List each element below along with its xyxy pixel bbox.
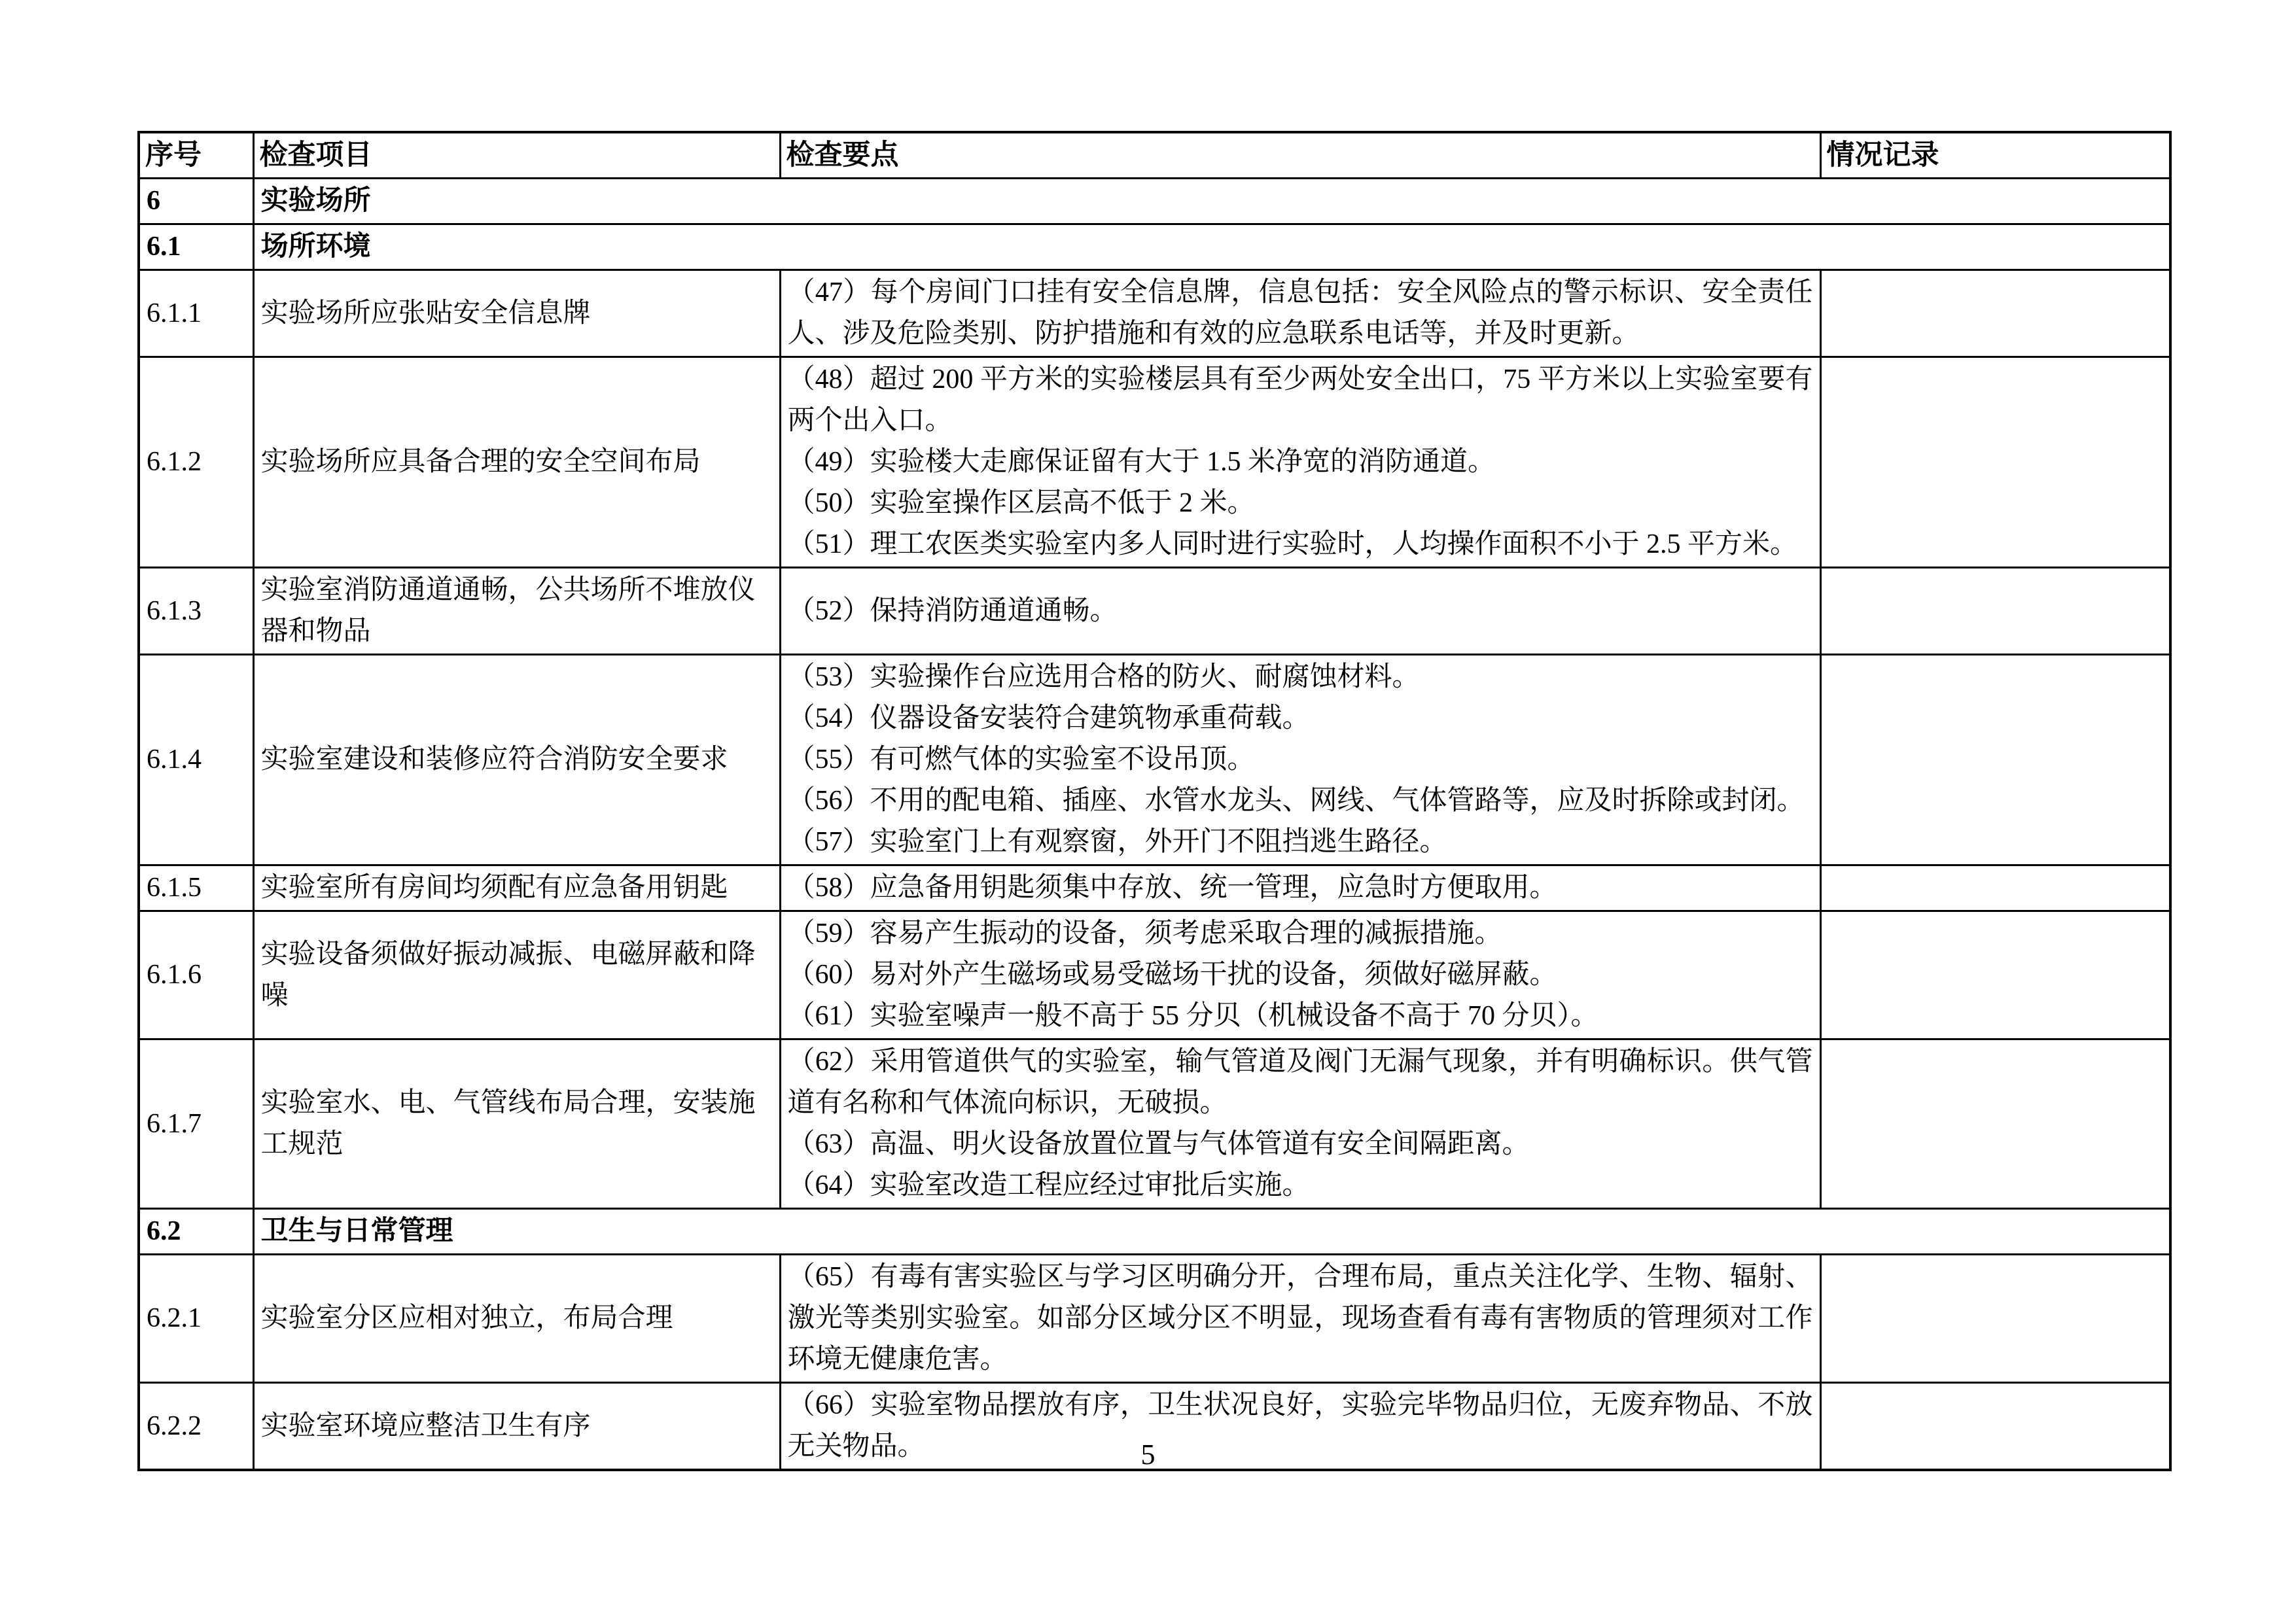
- situation-record-cell: [1820, 1039, 2170, 1209]
- inspection-point: （65）有毒有害实验区与学习区明确分开，合理布局，重点关注化学、生物、辐射、激光等类别实验室。如部分区域分区不明显，现场查看有毒有害物质的管理须对工作环境无健康危害。: [787, 1262, 1813, 1374]
- inspection-item: 实验场所应张贴安全信息牌: [253, 270, 780, 357]
- inspection-checklist-table: [137, 131, 2172, 1471]
- inspection-point: （53）实验操作台应选用合格的防火、耐腐蚀材料。: [787, 662, 1420, 692]
- situation-record-cell: [1820, 865, 2170, 911]
- inspection-point: （58）应急备用钥匙须集中存放、统一管理，应急时方便取用。: [787, 873, 1557, 903]
- inspection-point: （66）实验室物品摆放有序，卫生状况良好，实验完毕物品归位，无废弃物品、不放无关物品。: [787, 1390, 1813, 1461]
- section-row-6.1: [139, 224, 2170, 270]
- inspection-item: 实验室环境应整洁卫生有序: [253, 1383, 780, 1471]
- row-number: 6.1.6: [139, 911, 253, 1039]
- inspection-point: （63）高温、明火设备放置位置与气体管道有安全间隔距离。: [787, 1129, 1530, 1159]
- row-number: 6.1.1: [139, 270, 253, 357]
- inspection-item: 实验室所有房间均须配有应急备用钥匙: [253, 865, 780, 911]
- situation-record-cell: [1820, 270, 2170, 357]
- situation-record-cell: [1820, 357, 2170, 568]
- inspection-point: （52）保持消防通道通畅。: [787, 595, 1118, 626]
- checklist-row-6.1.6: [139, 911, 2170, 1039]
- inspection-points: [780, 655, 1820, 865]
- page-number: 5: [1140, 1439, 1156, 1471]
- section-number: 6.1: [139, 224, 253, 270]
- column-header-situation-record: 情况记录: [1820, 132, 2170, 179]
- section-row-6.2: [139, 1209, 2170, 1255]
- inspection-point: （50）实验室操作区层高不低于 2 米。: [787, 488, 1255, 518]
- inspection-item: 实验室消防通道通畅，公共场所不堆放仪器和物品: [253, 568, 780, 655]
- inspection-point: （51）理工农医类实验室内多人同时进行实验时，人均操作面积不小于 2.5 平方米。: [787, 529, 1798, 559]
- checklist-row-6.1.2: [139, 357, 2170, 568]
- column-header-inspection-points: 检查要点: [780, 132, 1820, 179]
- situation-record-cell: [1820, 655, 2170, 865]
- inspection-item: 实验室分区应相对独立，布局合理: [253, 1255, 780, 1383]
- section-number: 6.2: [139, 1209, 253, 1255]
- situation-record-cell: [1820, 911, 2170, 1039]
- inspection-points: [780, 357, 1820, 568]
- inspection-item: 实验设备须做好振动减振、电磁屏蔽和降噪: [253, 911, 780, 1039]
- inspection-point: （47）每个房间门口挂有安全信息牌，信息包括：安全风险点的警示标识、安全责任人、涉及危险类别、防护措施和有效的应急联系电话等，并及时更新。: [787, 277, 1813, 349]
- row-number: 6.2.2: [139, 1383, 253, 1471]
- inspection-item: 实验室水、电、气管线布局合理，安装施工规范: [253, 1039, 780, 1209]
- inspection-item: 实验场所应具备合理的安全空间布局: [253, 357, 780, 568]
- situation-record-cell: [1820, 568, 2170, 655]
- inspection-point: （62）采用管道供气的实验室，输气管道及阀门无漏气现象，并有明确标识。供气管道有名称和气体流向标识，无破损。: [787, 1047, 1813, 1118]
- inspection-points: [780, 1039, 1820, 1209]
- inspection-point: （61）实验室噪声一般不高于 55 分贝（机械设备不高于 70 分贝）。: [787, 1001, 1598, 1031]
- checklist-row-6.1.3: [139, 568, 2170, 655]
- section-title: 实验场所: [253, 179, 2170, 224]
- inspection-point: （55）有可燃气体的实验室不设吊顶。: [787, 744, 1255, 775]
- inspection-points: [780, 1255, 1820, 1383]
- section-title: 场所环境: [253, 224, 2170, 270]
- row-number: 6.1.4: [139, 655, 253, 865]
- column-header-inspection-item: 检查项目: [253, 132, 780, 179]
- row-number: 6.1.5: [139, 865, 253, 911]
- situation-record-cell: [1820, 1255, 2170, 1383]
- inspection-points: [780, 568, 1820, 655]
- row-number: 6.1.7: [139, 1039, 253, 1209]
- checklist-row-6.1.7: [139, 1039, 2170, 1209]
- checklist-row-6.1.4: [139, 655, 2170, 865]
- section-row-6: [139, 179, 2170, 224]
- inspection-point: （48）超过 200 平方米的实验楼层具有至少两处安全出口，75 平方米以上实验室要有两个出入口。: [787, 364, 1813, 436]
- row-number: 6.1.3: [139, 568, 253, 655]
- section-number: 6: [139, 179, 253, 224]
- row-number: 6.1.2: [139, 357, 253, 568]
- table-header-row: [139, 132, 2170, 179]
- inspection-point: （60）易对外产生磁场或易受磁场干扰的设备，须做好磁屏蔽。: [787, 960, 1557, 990]
- checklist-row-6.1.1: [139, 270, 2170, 357]
- inspection-point: （64）实验室改造工程应经过审批后实施。: [787, 1170, 1310, 1200]
- inspection-points: [780, 865, 1820, 911]
- section-title: 卫生与日常管理: [253, 1209, 2170, 1255]
- inspection-point: （56）不用的配电箱、插座、水管水龙头、网线、气体管路等，应及时拆除或封闭。: [787, 786, 1805, 816]
- inspection-point: （54）仪器设备安装符合建筑物承重荷载。: [787, 703, 1310, 733]
- inspection-points: [780, 911, 1820, 1039]
- inspection-points: [780, 270, 1820, 357]
- inspection-point: （59）容易产生振动的设备，须考虑采取合理的减振措施。: [787, 918, 1502, 949]
- inspection-point: （57）实验室门上有观察窗，外开门不阻挡逃生路径。: [787, 827, 1447, 857]
- inspection-item: 实验室建设和装修应符合消防安全要求: [253, 655, 780, 865]
- row-number: 6.2.1: [139, 1255, 253, 1383]
- checklist-row-6.2.1: [139, 1255, 2170, 1383]
- checklist-row-6.1.5: [139, 865, 2170, 911]
- inspection-point: （49）实验楼大走廊保证留有大于 1.5 米净宽的消防通道。: [787, 447, 1496, 477]
- column-header-number: 序号: [139, 132, 253, 179]
